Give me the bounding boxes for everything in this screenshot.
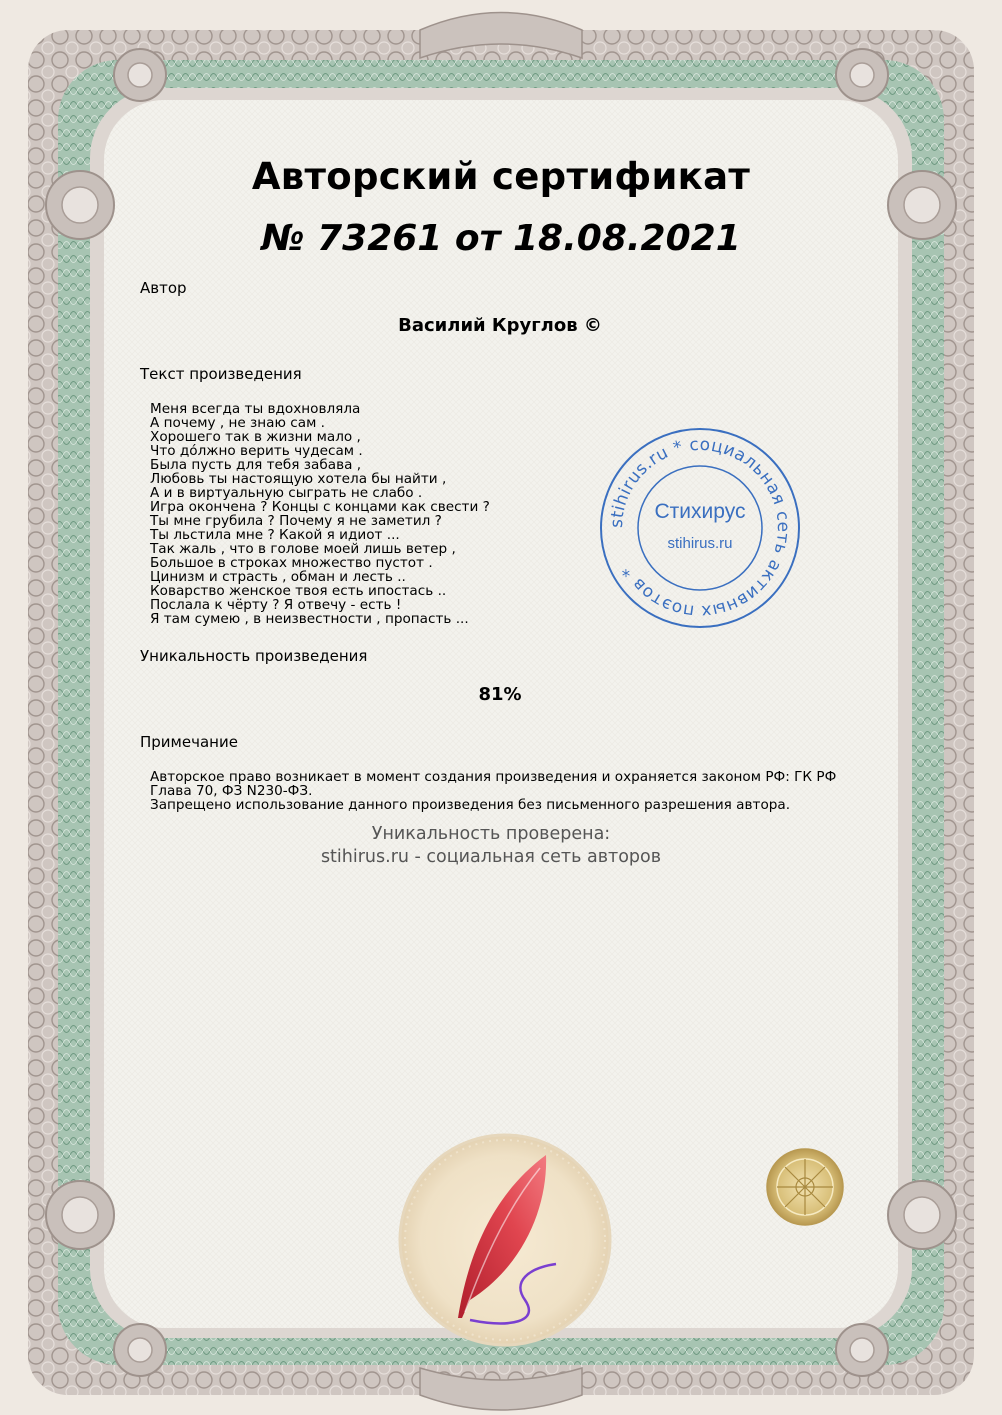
poem-line: А и в виртуальную сыграть не слабо . — [150, 485, 423, 501]
verification-line: Уникальность проверена: — [371, 824, 611, 844]
uniqueness-label: Уникальность произведения — [140, 647, 368, 665]
stihirus-stamp — [598, 426, 802, 630]
stamp-site: stihirus.ru — [667, 535, 733, 552]
note-line: Запрещено использование данного произведения без письменного разрешения автора. — [150, 797, 791, 813]
note-text — [150, 770, 850, 812]
author-name: Василий Круглов © — [398, 315, 602, 336]
poem-line: Большое в строках множество пустот . — [150, 555, 433, 571]
verification-link[interactable]: stihirus.ru - социальная сеть авторов — [320, 847, 662, 867]
poem-line: Что до́лжно верить чудесам . — [150, 443, 363, 459]
certificate-title: Авторский сертификат — [251, 155, 751, 198]
svg-text:stihirus.ru * социальная сеть — [607, 435, 793, 621]
poem-line: Цинизм и страсть , обман и лесть .. — [150, 569, 406, 585]
poem-line: Была пусть для тебя забава , — [150, 457, 362, 473]
certificate-number: № 73261 от 18.08.2021 — [261, 218, 741, 259]
poem-line: Игра окончена ? Концы с концами как свести ? — [150, 499, 490, 515]
poem-line: Я там сумею , в неизвестности , пропасть ... — [150, 611, 469, 627]
work-text-label: Текст произведения — [140, 365, 302, 383]
note-label: Примечание — [140, 733, 238, 751]
author-label: Автор — [140, 279, 187, 297]
poem-line: Любовь ты настоящую хотела бы найти , — [150, 471, 447, 487]
verification-text — [0, 823, 982, 869]
poem-line: Послала к чёрту ? Я отвечу - есть ! — [150, 597, 402, 613]
poem-line: Так жаль , что в голове моей лишь ветер , — [150, 541, 456, 557]
poem-line: А почему , не знаю сам . — [150, 415, 325, 431]
poem-text — [150, 402, 570, 626]
poem-line: Ты льстила мне ? Какой я идиот ... — [150, 527, 400, 543]
poem-line: Меня всегда ты вдохновляла — [150, 401, 361, 417]
note-line: Авторское право возникает в момент создания произведения и охраняется законом РФ: ГК РФ Глава 70, ФЗ N230-ФЗ. — [150, 769, 837, 799]
uniqueness-value: 81% — [478, 684, 522, 705]
poem-line: Хорошего так в жизни мало , — [150, 429, 361, 445]
poem-line: Коварство женское твоя есть ипостась .. — [150, 583, 447, 599]
stamp-name: Стихирус — [654, 500, 746, 523]
poem-line: Ты мне грубила ? Почему я не заметил ? — [150, 513, 442, 529]
stamp-ring-text: stihirus.ru * социальная сеть активных поэтов * — [606, 434, 794, 622]
